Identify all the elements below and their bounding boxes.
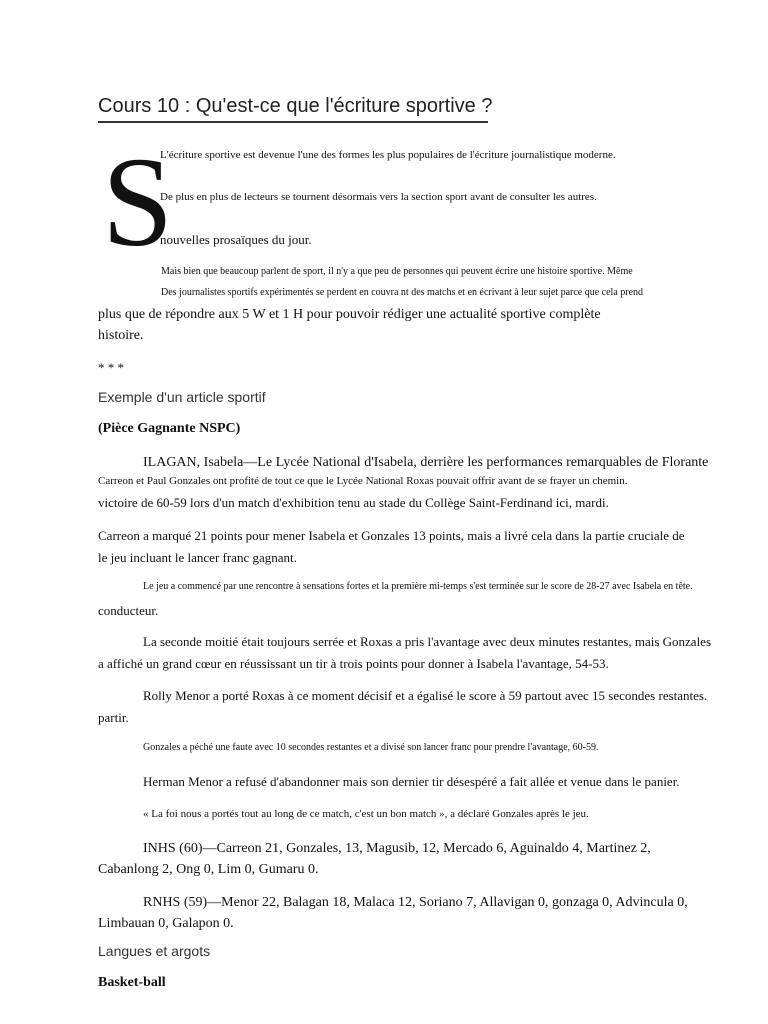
- article-line: ILAGAN, Isabela—Le Lycée National d'Isabela, derrière les performances remarquables de Florante: [143, 455, 709, 470]
- box-score-line: RNHS (59)—Menor 22, Balagan 18, Malaca 12, Soriano 7, Allavigan 0, gonzaga 0, Advincula 0,: [143, 895, 688, 910]
- box-score-line: INHS (60)—Carreon 21, Gonzales, 13, Magusib, 12, Mercado 6, Aguinaldo 4, Martinez 2,: [143, 841, 651, 856]
- intro-line: plus que de répondre aux 5 W et 1 H pour pouvoir rédiger une actualité sportive complète: [98, 307, 601, 322]
- intro-line: De plus en plus de lecteurs se tournent désormais vers la section sport avant de consulter les autres.: [160, 191, 597, 203]
- article-line: « La foi nous a portés tout au long de ce match, c'est un bon match », a déclaré Gonzales après le jeu.: [143, 808, 589, 820]
- article-line: partir.: [98, 710, 129, 725]
- article-line: conducteur.: [98, 603, 159, 618]
- intro-line: nouvelles prosaïques du jour.: [160, 232, 312, 247]
- separator: * * *: [98, 360, 124, 375]
- article-line: Carreon a marqué 21 points pour mener Isabela et Gonzales 13 points, mais a livré cela dans la partie cruciale de: [98, 528, 685, 543]
- article-line: Herman Menor a refusé d'abandonner mais son dernier tir désespéré a fait allée et venue dans le panier.: [143, 774, 680, 789]
- intro-line: histoire.: [98, 328, 144, 343]
- intro-line: Mais bien que beaucoup parlent de sport, il n'y a que peu de personnes qui peuvent écrire une histoire sportive. Même: [161, 266, 633, 277]
- section-heading-example: Exemple d'un article sportif: [98, 389, 266, 405]
- article-heading: (Pièce Gagnante NSPC): [98, 421, 241, 436]
- drop-cap: S: [102, 131, 174, 273]
- article-line: Carreon et Paul Gonzales ont profité de tout ce que le Lycée National Roxas pouvait offrir avant de se frayer un chemin.: [98, 475, 628, 487]
- intro-line: Des journalistes sportifs expérimentés se perdent en couvra nt des matchs et en écrivant à leur sujet parce que cela prend: [161, 287, 644, 298]
- article-line: La seconde moitié était toujours serrée et Roxas a pris l'avantage avec deux minutes restantes, mais Gonzales: [143, 634, 712, 649]
- section-heading-languages: Langues et argots: [98, 943, 211, 959]
- article-line: victoire de 60-59 lors d'un match d'exhibition tenu au stade du Collège Saint-Ferdinand ici, mardi.: [98, 495, 609, 510]
- title-underline: [98, 121, 488, 123]
- subheading-basketball: Basket-ball: [98, 975, 166, 990]
- intro-line: L'écriture sportive est devenue l'une des formes les plus populaires de l'écriture journalistique moderne.: [160, 149, 616, 161]
- box-score-line: Limbauan 0, Galapon 0.: [98, 916, 234, 931]
- box-score-line: Cabanlong 2, Ong 0, Lim 0, Gumaru 0.: [98, 862, 319, 877]
- article-line: Le jeu a commencé par une rencontre à sensations fortes et la première mi-temps s'est terminée sur le score de 28-27 avec Isabela en tête.: [143, 581, 693, 592]
- article-line: a affiché un grand cœur en réussissant un tir à trois points pour donner à Isabela l'avantage, 54-53.: [98, 656, 609, 671]
- article-line: le jeu incluant le lancer franc gagnant.: [98, 550, 297, 565]
- article-line: Gonzales a péché une faute avec 10 secondes restantes et a divisé son lancer franc pour prendre l'avantage, 60-59.: [143, 742, 599, 753]
- article-line: Rolly Menor a porté Roxas à ce moment décisif et a égalisé le score à 59 partout avec 15 secondes restantes.: [143, 688, 708, 703]
- page-title: Cours 10 : Qu'est-ce que l'écriture sportive ?: [98, 95, 493, 117]
